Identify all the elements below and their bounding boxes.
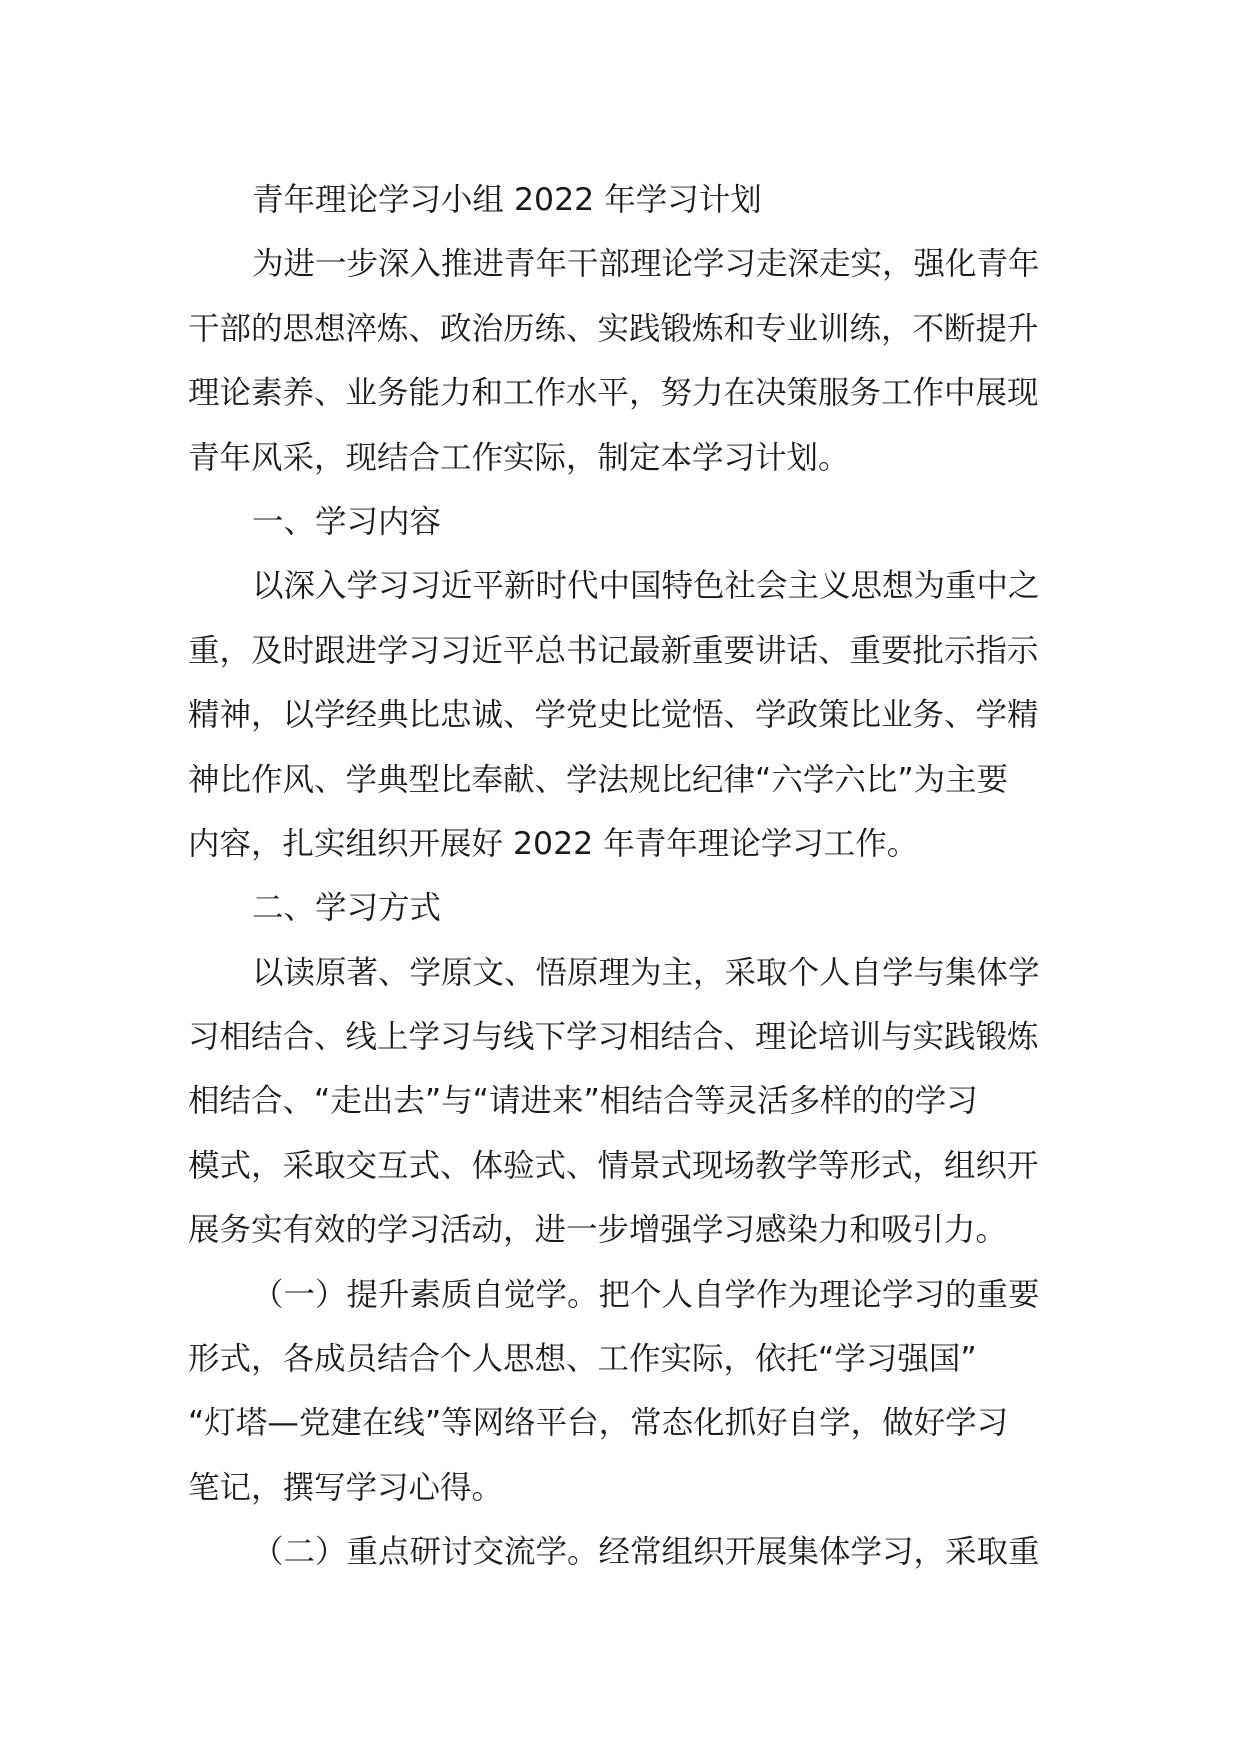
document-page: [188, 168, 1058, 1585]
self-study-paragraph: [188, 1263, 1058, 1521]
paragraph-line: 相结合、“走出去”与“请进来”相结合等灵活多样的的学习: [188, 1083, 978, 1120]
paragraph-line: 神比作风、学典型比奉献、学法规比纪律“六学六比”为主要: [188, 761, 1009, 798]
paragraph-line: 精神，以学经典比忠诚、学党史比觉悟、学政策比业务、学精: [188, 697, 1039, 734]
method-paragraph: [188, 941, 1058, 1263]
paragraph-line: （二）重点研讨交流学。经常组织开展集体学习，采取重: [252, 1534, 1040, 1571]
paragraph-line: 以读原著、学原文、悟原理为主，采取个人自学与集体学: [252, 954, 1040, 991]
paragraph-line: 以深入学习习近平新时代中国特色社会主义思想为重中之: [252, 568, 1040, 605]
paragraph-line: （一）提升素质自觉学。把个人自学作为理论学习的重要: [252, 1276, 1040, 1313]
paragraph-line: 展务实有效的学习活动，进一步增强学习感染力和吸引力。: [188, 1212, 1008, 1249]
section-heading-content: 一、学习内容: [252, 503, 442, 540]
group-study-paragraph: [188, 1520, 1058, 1584]
paragraph-line: “灯塔—党建在线”等网络平台，常态化抓好自学，做好学习: [188, 1405, 1009, 1442]
intro-paragraph: [188, 232, 1058, 490]
paragraph-line: 青年风采，现结合工作实际，制定本学习计划。: [188, 439, 850, 476]
document-title: 青年理论学习小组 2022 年学习计划: [252, 182, 762, 218]
paragraph-line: 习相结合、线上学习与线下学习相结合、理论培训与实践锻炼: [188, 1019, 1039, 1056]
paragraph-line: 理论素养、业务能力和工作水平，努力在决策服务工作中展现: [188, 375, 1039, 412]
paragraph-line: 重，及时跟进学习习近平总书记最新重要讲话、重要批示指示: [188, 632, 1039, 669]
content-paragraph: [188, 554, 1058, 876]
paragraph-line: 模式，采取交互式、体验式、情景式现场教学等形式，组织开: [188, 1147, 1039, 1184]
paragraph-line: 为进一步深入推进青年干部理论学习走深走实，强化青年: [252, 246, 1040, 283]
paragraph-line: 内容，扎实组织开展好 2022 年青年理论学习工作。: [188, 825, 919, 862]
paragraph-line: 笔记，撰写学习心得。: [188, 1469, 504, 1506]
section-heading-method: 二、学习方式: [252, 890, 442, 927]
paragraph-line: 干部的思想淬炼、政治历练、实践锻炼和专业训练，不断提升: [188, 310, 1039, 347]
paragraph-line: 形式，各成员结合个人思想、工作实际，依托“学习强国”: [188, 1341, 977, 1378]
